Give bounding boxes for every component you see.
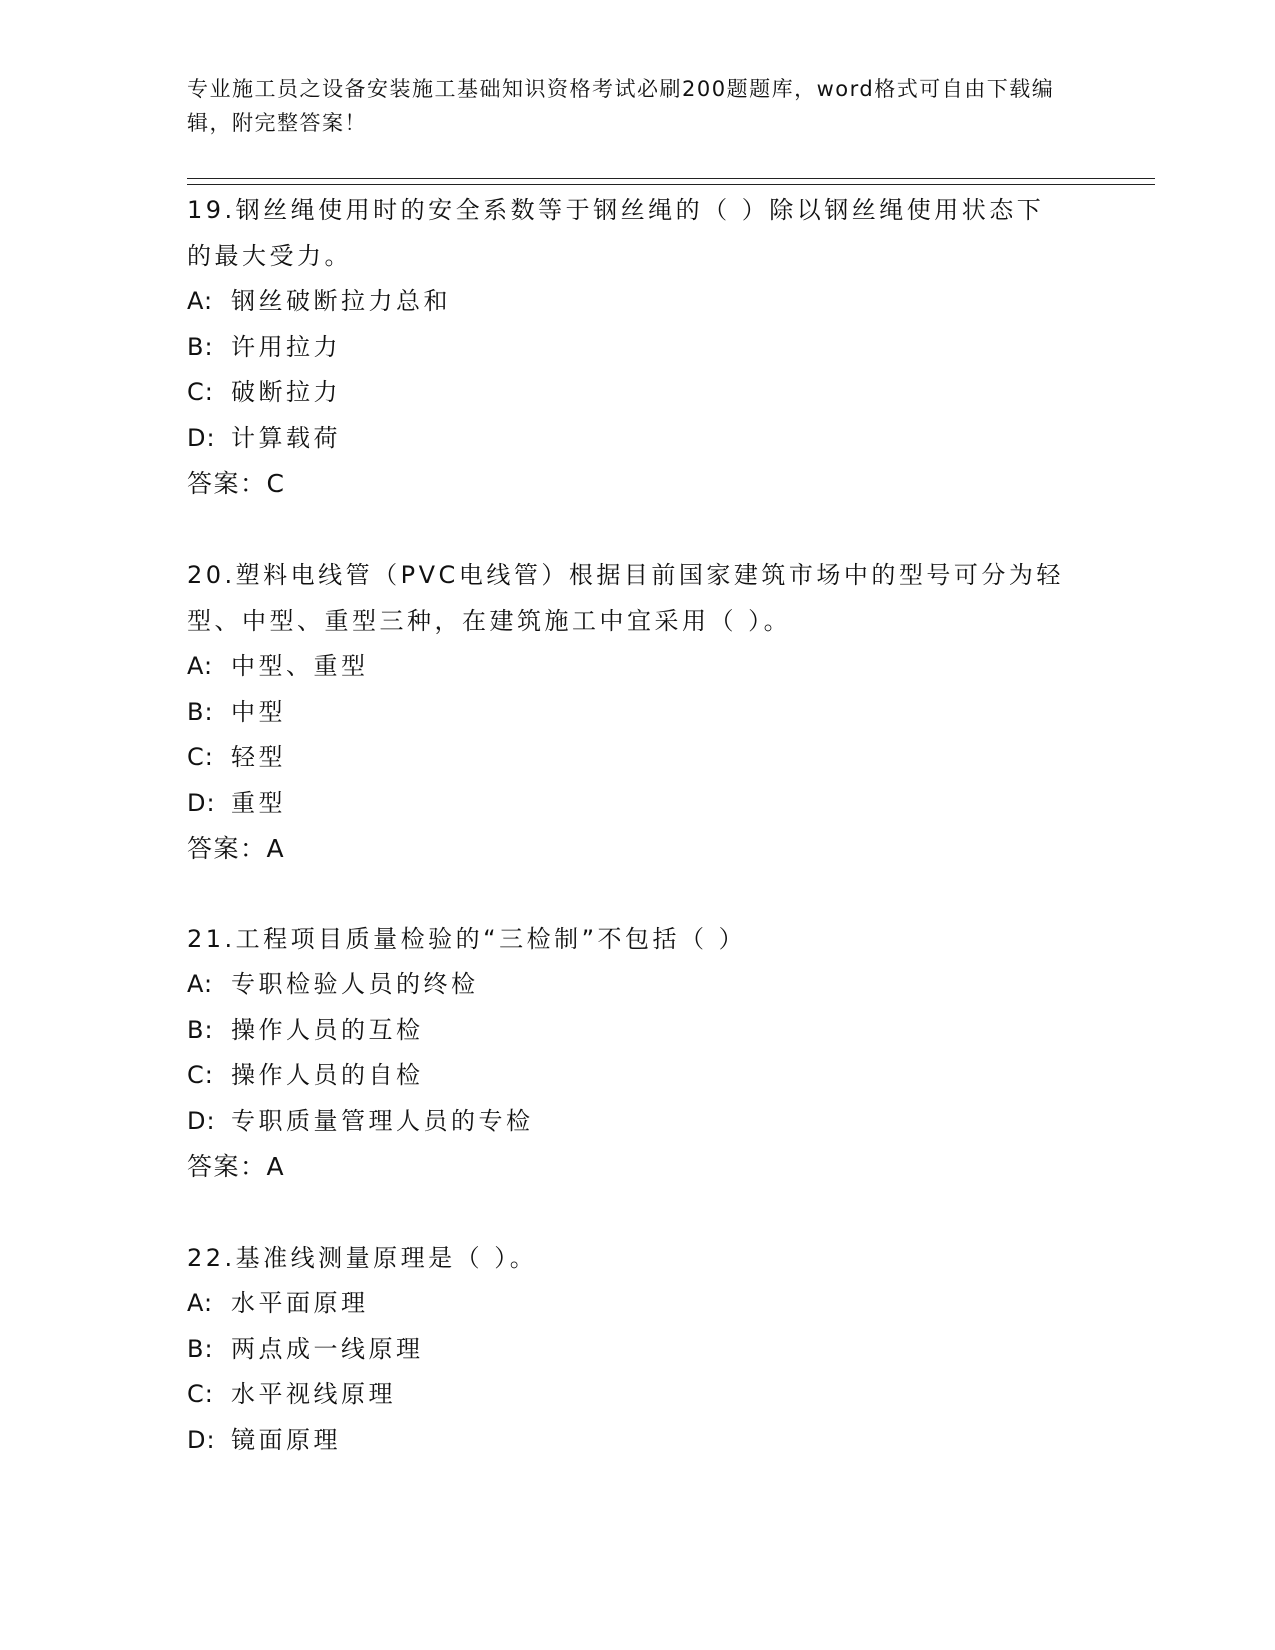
option-letter: C: bbox=[187, 378, 214, 406]
option-b bbox=[187, 690, 1067, 736]
option-letter: A: bbox=[187, 652, 214, 680]
option-a bbox=[187, 1281, 1067, 1327]
option-letter: D: bbox=[187, 788, 216, 817]
option-b bbox=[187, 1327, 1067, 1373]
option-text: 水平面原理 bbox=[231, 1289, 369, 1317]
option-c bbox=[187, 1372, 1067, 1418]
option-letter: A: bbox=[187, 287, 214, 315]
option-text: 重型 bbox=[231, 788, 286, 817]
option-letter: B: bbox=[187, 1334, 214, 1363]
option-letter: A: bbox=[187, 1289, 214, 1317]
option-d bbox=[187, 416, 1067, 462]
answer-line: 答案：A bbox=[187, 1152, 286, 1181]
option-letter: B: bbox=[187, 1015, 214, 1044]
option-letter: D: bbox=[187, 1106, 216, 1135]
option-c bbox=[187, 1053, 1067, 1099]
option-letter: C: bbox=[187, 1380, 214, 1408]
question-stem: 22.基准线测量原理是（ ）。 bbox=[187, 1244, 538, 1272]
question-stem: 20.塑料电线管（PVC电线管）根据目前国家建筑市场中的型号可分为轻型、中型、重型三种，在建筑施工中宜采用（ ）。 bbox=[187, 561, 1064, 635]
answer-line: 答案：C bbox=[187, 469, 286, 498]
option-letter: C: bbox=[187, 1061, 214, 1089]
option-text: 操作人员的自检 bbox=[231, 1061, 424, 1089]
option-d bbox=[187, 1418, 1067, 1464]
option-text: 水平视线原理 bbox=[231, 1380, 396, 1408]
option-letter: D: bbox=[187, 1425, 216, 1454]
option-letter: C: bbox=[187, 743, 214, 771]
option-text: 镜面原理 bbox=[231, 1425, 341, 1454]
option-text: 中型 bbox=[231, 697, 286, 726]
option-text: 许用拉力 bbox=[231, 332, 341, 361]
option-a bbox=[187, 279, 1067, 325]
option-text: 专职质量管理人员的专检 bbox=[231, 1106, 534, 1135]
option-a bbox=[187, 644, 1067, 690]
option-letter: B: bbox=[187, 332, 214, 361]
option-letter: D: bbox=[187, 423, 216, 452]
header-divider-top bbox=[187, 178, 1155, 179]
question-19 bbox=[187, 187, 1067, 507]
option-d bbox=[187, 1099, 1067, 1145]
question-22 bbox=[187, 1235, 1067, 1463]
option-letter: A: bbox=[187, 970, 214, 998]
option-b bbox=[187, 1008, 1067, 1054]
option-text: 专职检验人员的终检 bbox=[231, 970, 479, 998]
document-header: 专业施工员之设备安装施工基础知识资格考试必刷200题题库，word格式可自由下载编辑，附完整答案！ bbox=[187, 77, 1055, 135]
option-text: 操作人员的互检 bbox=[231, 1015, 424, 1044]
option-c bbox=[187, 370, 1067, 416]
option-text: 钢丝破断拉力总和 bbox=[231, 287, 451, 315]
option-b bbox=[187, 325, 1067, 371]
option-text: 中型、重型 bbox=[231, 652, 369, 680]
option-letter: B: bbox=[187, 697, 214, 726]
option-text: 两点成一线原理 bbox=[231, 1334, 424, 1363]
question-stem: 19.钢丝绳使用时的安全系数等于钢丝绳的（ ）除以钢丝绳使用状态下的最大受力。 bbox=[187, 196, 1045, 270]
option-a bbox=[187, 962, 1067, 1008]
question-21 bbox=[187, 916, 1067, 1190]
answer-line: 答案：A bbox=[187, 834, 286, 863]
question-stem: 21.工程项目质量检验的“三检制”不包括（ ） bbox=[187, 925, 747, 953]
option-text: 轻型 bbox=[231, 743, 286, 771]
option-text: 计算载荷 bbox=[231, 423, 341, 452]
option-c bbox=[187, 735, 1067, 781]
option-text: 破断拉力 bbox=[231, 378, 341, 406]
header-divider-bottom bbox=[187, 184, 1155, 185]
option-d bbox=[187, 781, 1067, 827]
question-20 bbox=[187, 552, 1067, 872]
